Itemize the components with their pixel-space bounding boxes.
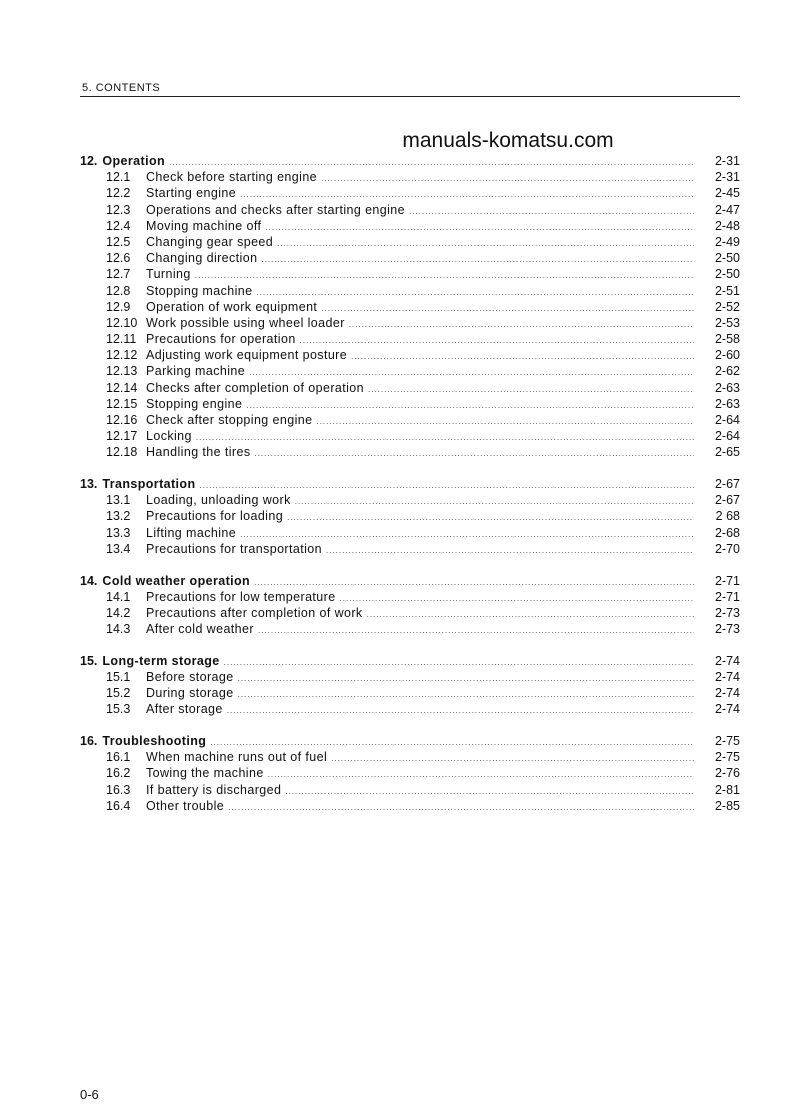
section-number: 12. xyxy=(80,154,98,168)
page-ref: 2-67 xyxy=(714,493,740,508)
toc-section xyxy=(80,573,740,638)
entry-number: 12.12 xyxy=(106,348,138,363)
toc-section-heading[interactable] xyxy=(80,733,740,749)
dot-leader xyxy=(285,784,694,800)
toc-entry[interactable] xyxy=(80,541,740,557)
toc-entry[interactable] xyxy=(80,185,740,201)
entry-title: Operation of work equipment xyxy=(146,299,318,314)
dot-leader xyxy=(321,171,694,187)
entry-title: Precautions for loading xyxy=(146,509,284,524)
page-ref: 2-85 xyxy=(714,798,740,813)
dot-leader xyxy=(238,671,694,687)
section-number: 14. xyxy=(80,573,98,588)
page-ref: 2-62 xyxy=(714,364,740,379)
entry-title: Lifting machine xyxy=(146,525,237,540)
dot-leader xyxy=(227,703,694,719)
page-ref: 2-58 xyxy=(714,332,740,347)
section-title: Transportation xyxy=(102,477,196,492)
toc-entry[interactable] xyxy=(80,363,740,379)
toc-entry[interactable] xyxy=(80,508,740,524)
entry-title: Adjusting work equipment posture xyxy=(146,348,348,363)
page-ref: 2-74 xyxy=(714,669,740,684)
toc-entry[interactable] xyxy=(80,428,740,444)
page-ref: 2-71 xyxy=(714,573,740,588)
page-ref: 2-50 xyxy=(714,267,740,282)
entry-number: 13.2 xyxy=(106,509,131,524)
page-ref: 2-49 xyxy=(714,234,740,249)
toc-entry[interactable] xyxy=(80,412,740,428)
section-number: 13. xyxy=(80,477,98,492)
entry-title: Check before starting engine xyxy=(146,170,318,185)
entry-title: Loading, unloading work xyxy=(146,493,291,508)
entry-number: 12.18 xyxy=(106,445,138,460)
page-ref: 2-74 xyxy=(714,653,740,668)
toc-section xyxy=(80,153,740,461)
dot-leader xyxy=(258,623,694,639)
entry-number: 12.1 xyxy=(106,170,131,185)
section-number: 15. xyxy=(80,653,98,668)
entry-number: 16.1 xyxy=(106,750,131,765)
page-ref: 2-68 xyxy=(714,525,740,540)
toc-section-heading[interactable] xyxy=(80,573,740,589)
entry-number: 12.6 xyxy=(106,251,131,266)
entry-title: When machine runs out of fuel xyxy=(146,750,328,765)
entry-title: After storage xyxy=(146,702,223,717)
toc-entry[interactable] xyxy=(80,798,740,814)
toc-entry[interactable] xyxy=(80,202,740,218)
section-title: Cold weather operation xyxy=(102,573,251,588)
toc-entry[interactable] xyxy=(80,685,740,701)
dot-leader xyxy=(228,800,694,816)
entry-title: Changing direction xyxy=(146,251,258,266)
entry-number: 12.2 xyxy=(106,186,131,201)
dot-leader xyxy=(268,767,694,783)
dot-leader xyxy=(316,414,694,430)
toc-entry[interactable] xyxy=(80,347,740,363)
section-number: 16. xyxy=(80,734,98,748)
toc-entry[interactable] xyxy=(80,444,740,460)
entry-title: Work possible using wheel loader xyxy=(146,315,345,330)
entry-number: 13.1 xyxy=(106,493,131,508)
entry-number: 15.1 xyxy=(106,669,131,684)
entry-number: 12.11 xyxy=(106,332,137,347)
page-ref: 2-47 xyxy=(714,202,740,217)
page-ref: 2-76 xyxy=(714,766,740,781)
toc-entry[interactable] xyxy=(80,169,740,185)
toc-entry[interactable] xyxy=(80,234,740,250)
page-ref: 2-53 xyxy=(714,315,740,330)
entry-number: 12.13 xyxy=(106,364,138,379)
page-ref: 2-75 xyxy=(714,734,740,748)
page-ref: 2-31 xyxy=(714,170,740,185)
dot-leader xyxy=(195,268,694,284)
page-ref: 2-73 xyxy=(714,622,740,637)
entry-title: Towing the machine xyxy=(146,766,264,781)
entry-number: 14.3 xyxy=(106,622,131,637)
toc-entry[interactable] xyxy=(80,669,740,685)
entry-title: Precautions for low temperature xyxy=(146,589,336,604)
entry-title: Moving machine off xyxy=(146,218,262,233)
entry-number: 12.3 xyxy=(106,202,131,217)
entry-title: Parking machine xyxy=(146,364,246,379)
entry-title: Precautions for transportation xyxy=(146,541,322,556)
toc-entry[interactable] xyxy=(80,492,740,508)
toc-entry[interactable] xyxy=(80,250,740,266)
dot-leader xyxy=(277,236,694,252)
entry-number: 16.4 xyxy=(106,798,131,813)
entry-title: Checks after completion of operation xyxy=(146,380,364,395)
dot-leader xyxy=(196,430,694,446)
page-ref: 2-50 xyxy=(714,251,740,266)
toc-section-heading[interactable] xyxy=(80,653,740,669)
entry-title: Stopping machine xyxy=(146,283,253,298)
page-ref: 2 68 xyxy=(715,509,740,524)
dot-leader xyxy=(246,398,694,414)
toc-section xyxy=(80,653,740,718)
header-rule xyxy=(80,96,740,97)
running-header: 5. CONTENTS xyxy=(82,82,161,94)
page-ref: 2-48 xyxy=(714,218,740,233)
toc-section xyxy=(80,733,740,814)
entry-number: 12.5 xyxy=(106,234,131,249)
toc-entry[interactable] xyxy=(80,315,740,331)
toc-entry[interactable] xyxy=(80,380,740,396)
entry-title: If battery is discharged xyxy=(146,782,282,797)
page-ref: 2-31 xyxy=(714,154,740,168)
dot-leader xyxy=(349,317,694,333)
dot-leader xyxy=(265,220,694,236)
entry-number: 12.15 xyxy=(106,396,138,411)
page-ref: 2-64 xyxy=(714,429,740,444)
dot-leader xyxy=(254,446,694,462)
page-ref: 2-52 xyxy=(714,299,740,314)
page-ref: 2-45 xyxy=(714,186,740,201)
page-ref: 2-60 xyxy=(714,348,740,363)
entry-number: 15.2 xyxy=(106,686,131,701)
toc-section-heading[interactable] xyxy=(80,476,740,492)
entry-number: 14.1 xyxy=(106,589,131,604)
toc-entry[interactable] xyxy=(80,749,740,765)
toc-entry[interactable] xyxy=(80,299,740,315)
dot-leader xyxy=(326,543,694,559)
entry-title: Turning xyxy=(146,267,191,282)
page-ref: 2-64 xyxy=(714,413,740,427)
page-ref: 2-67 xyxy=(714,477,740,492)
dot-leader xyxy=(321,301,694,317)
page-ref: 2-74 xyxy=(714,702,740,717)
toc-entry[interactable] xyxy=(80,621,740,637)
entry-number: 12.8 xyxy=(106,283,131,298)
dot-leader xyxy=(351,349,694,365)
entry-title: During storage xyxy=(146,686,234,701)
table-of-contents xyxy=(80,153,740,829)
toc-entry[interactable] xyxy=(80,218,740,234)
entry-title: Precautions after completion of work xyxy=(146,605,363,620)
entry-number: 12.10 xyxy=(106,315,138,330)
entry-number: 15.3 xyxy=(106,702,131,717)
dot-leader xyxy=(300,333,694,349)
section-title: Operation xyxy=(102,154,166,168)
toc-entry[interactable] xyxy=(80,525,740,541)
page-ref: 2-73 xyxy=(714,605,740,620)
dot-leader xyxy=(331,751,694,767)
page-ref: 2-65 xyxy=(714,445,740,460)
toc-entry[interactable] xyxy=(80,283,740,299)
dot-leader xyxy=(224,655,694,671)
section-title: Long-term storage xyxy=(102,653,220,668)
section-title: Troubleshooting xyxy=(102,734,207,748)
toc-entry[interactable] xyxy=(80,266,740,282)
entry-title: After cold weather xyxy=(146,622,254,637)
page-ref: 2-51 xyxy=(714,283,740,298)
entry-title: Starting engine xyxy=(146,186,237,201)
page-ref: 2-71 xyxy=(714,589,740,604)
dot-leader xyxy=(368,382,694,398)
toc-entry[interactable] xyxy=(80,701,740,717)
toc-entry[interactable] xyxy=(80,605,740,621)
entry-number: 16.3 xyxy=(106,782,131,797)
toc-entry[interactable] xyxy=(80,331,740,347)
toc-section-heading[interactable] xyxy=(80,153,740,169)
entry-number: 13.3 xyxy=(106,525,131,540)
page-ref: 2-70 xyxy=(714,541,740,556)
entry-title: Other trouble xyxy=(146,798,225,813)
toc-entry[interactable] xyxy=(80,782,740,798)
entry-title: Precautions for operation xyxy=(146,332,296,347)
toc-entry[interactable] xyxy=(80,589,740,605)
dot-leader xyxy=(287,510,694,526)
dot-leader xyxy=(295,494,694,510)
page-ref: 2-74 xyxy=(714,686,740,701)
page-ref: 2-63 xyxy=(714,396,740,411)
dot-leader xyxy=(238,687,694,703)
entry-number: 12.14 xyxy=(106,380,138,395)
entry-title: Handling the tires xyxy=(146,445,251,460)
entry-number: 12.17 xyxy=(106,429,138,444)
toc-entry[interactable] xyxy=(80,765,740,781)
entry-number: 12.7 xyxy=(106,267,131,282)
page-ref: 2-75 xyxy=(714,750,740,765)
dot-leader xyxy=(409,204,694,220)
entry-title: Changing gear speed xyxy=(146,234,274,249)
page-ref: 2-81 xyxy=(714,782,740,797)
dot-leader xyxy=(367,607,694,623)
dot-leader xyxy=(340,591,694,607)
entry-number: 12.16 xyxy=(106,413,138,427)
dot-leader xyxy=(256,285,694,301)
entry-title: Locking xyxy=(146,429,192,444)
entry-title: Check after stopping engine xyxy=(146,413,313,427)
entry-number: 16.2 xyxy=(106,766,131,781)
entry-title: Stopping engine xyxy=(146,396,243,411)
toc-entry[interactable] xyxy=(80,396,740,412)
toc-section xyxy=(80,476,740,557)
page-number: 0-6 xyxy=(80,1087,99,1102)
entry-number: 14.2 xyxy=(106,605,131,620)
entry-title: Operations and checks after starting engine xyxy=(146,202,406,217)
entry-number: 13.4 xyxy=(106,541,131,556)
dot-leader xyxy=(261,252,694,268)
watermark-text: manuals-komatsu.com xyxy=(402,129,614,152)
entry-number: 12.9 xyxy=(106,299,131,314)
entry-number: 12.4 xyxy=(106,218,131,233)
page-ref: 2-63 xyxy=(714,380,740,395)
entry-title: Before storage xyxy=(146,669,234,684)
